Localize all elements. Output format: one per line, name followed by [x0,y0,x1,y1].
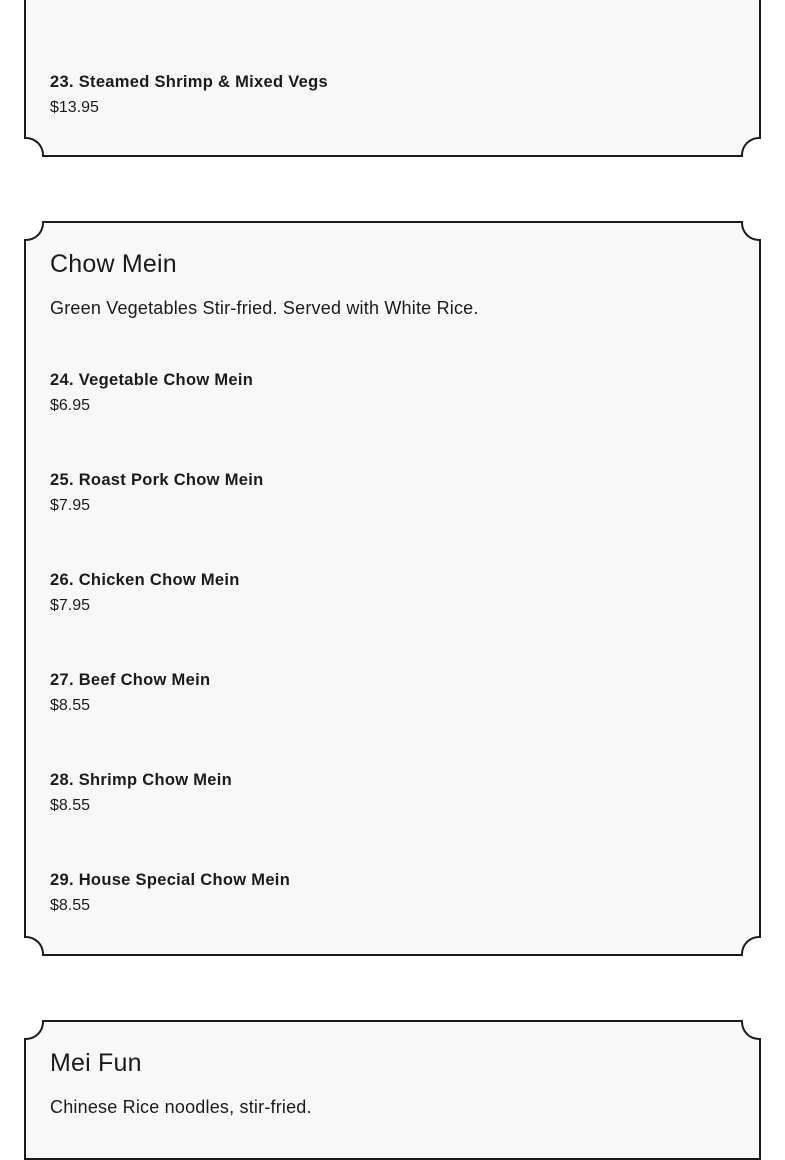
menu-item-price: $8.55 [50,697,91,714]
menu-item-name: 24. Vegetable Chow Mein [50,371,254,389]
menu-item-price: $8.55 [50,897,91,914]
menu-section-card-mei-fun [24,1020,761,1160]
menu-item-price: $7.95 [50,497,91,514]
card-corner-decoration [24,1020,44,1040]
menu-item-name: 26. Chicken Chow Mein [50,571,240,589]
menu-item[interactable] [50,570,240,616]
menu-item-name: 27. Beef Chow Mein [50,671,211,689]
menu-item-price: $13.95 [50,99,99,116]
card-corner-decoration [24,137,44,157]
card-corner-decoration [741,1020,761,1040]
section-title: Chow Mein [50,250,177,278]
card-corner-decoration [741,221,761,241]
menu-section-card-previous [24,0,761,157]
card-corner-decoration [24,221,44,241]
menu-item[interactable] [50,470,264,516]
menu-item-price: $7.95 [50,597,91,614]
menu-item[interactable] [50,370,253,416]
menu-item-name: 29. House Special Chow Mein [50,871,291,889]
section-title: Mei Fun [50,1049,142,1077]
section-description: Green Vegetables Stir-fried. Served with White Rice. [50,298,479,318]
menu-item-price: $8.55 [50,797,91,814]
card-corner-decoration [24,936,44,956]
card-corner-decoration [741,936,761,956]
menu-item[interactable] [50,72,328,118]
menu-item[interactable] [50,770,232,816]
menu-item-price: $6.95 [50,397,91,414]
menu-item-name: 28. Shrimp Chow Mein [50,771,233,789]
menu-item-name: 23. Steamed Shrimp & Mixed Vegs [50,73,328,91]
menu-item-name: 25. Roast Pork Chow Mein [50,471,264,489]
menu-item[interactable] [50,670,210,716]
card-corner-decoration [741,137,761,157]
menu-item[interactable] [50,870,290,916]
menu-section-card-chow-mein [24,221,761,956]
section-description: Chinese Rice noodles, stir-fried. [50,1097,312,1117]
